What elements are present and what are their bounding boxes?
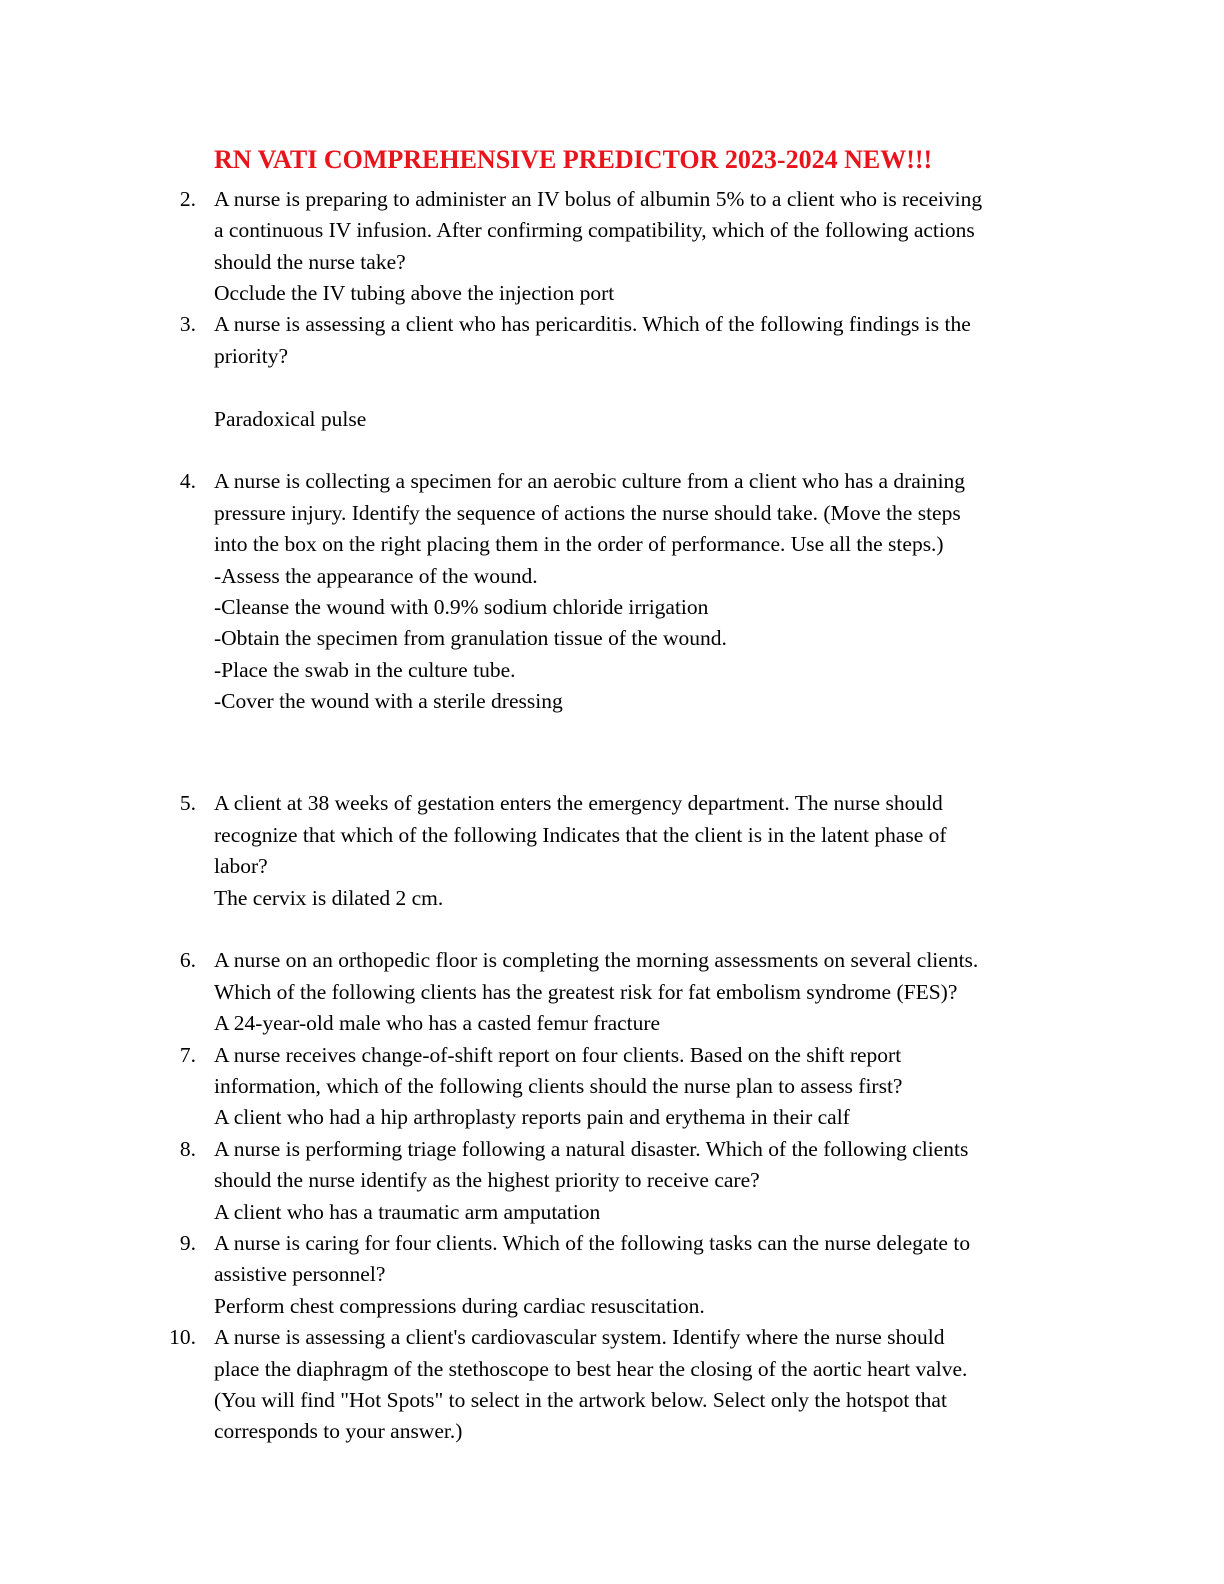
question-text-line: into the box on the right placing them in the order of performance. Use all the steps.) xyxy=(214,532,944,556)
question-text-line: place the diaphragm of the stethoscope to best hear the closing of the aortic heart valve. xyxy=(214,1357,968,1381)
answer-text: A client who has a traumatic arm amputation xyxy=(214,1200,601,1224)
question-text-line: assistive personnel? xyxy=(214,1262,386,1286)
question-number: 9. xyxy=(179,1231,196,1255)
question-text-line: A nurse is preparing to administer an IV bolus of albumin 5% to a client who is receiving xyxy=(214,187,983,211)
question-number: 8. xyxy=(179,1137,196,1161)
question-text-line: corresponds to your answer.) xyxy=(214,1419,463,1443)
question-text-line: labor? xyxy=(214,854,268,878)
answer-step: -Place the swab in the culture tube. xyxy=(214,658,516,682)
answer-text: Perform chest compressions during cardiac resuscitation. xyxy=(214,1294,705,1318)
question-text-line: A nurse is collecting a specimen for an aerobic culture from a client who has a draining xyxy=(214,469,966,493)
question-text-line: A client at 38 weeks of gestation enters the emergency department. The nurse should xyxy=(214,791,943,815)
answer-text: Paradoxical pulse xyxy=(214,407,367,431)
question-text-line: recognize that which of the following Indicates that the client is in the latent phase of xyxy=(214,823,947,847)
document-title: RN VATI COMPREHENSIVE PREDICTOR 2023-2024 NEW!!! xyxy=(214,145,933,174)
question-text-line: A nurse on an orthopedic floor is completing the morning assessments on several clients. xyxy=(214,948,979,972)
question-number: 2. xyxy=(179,187,196,211)
question-number: 10. xyxy=(169,1325,196,1349)
question-text-line: should the nurse take? xyxy=(214,250,406,274)
question-number: 5. xyxy=(179,791,196,815)
answer-text: The cervix is dilated 2 cm. xyxy=(214,886,444,910)
question-text-line: A nurse is assessing a client's cardiovascular system. Identify where the nurse should xyxy=(214,1325,945,1349)
answer-text: A 24-year-old male who has a casted femur fracture xyxy=(214,1011,661,1035)
question-text-line: pressure injury. Identify the sequence of actions the nurse should take. (Move the steps xyxy=(214,501,961,525)
question-text-line: A nurse receives change-of-shift report on four clients. Based on the shift report xyxy=(214,1043,902,1067)
question-text-line: A nurse is performing triage following a natural disaster. Which of the following clients xyxy=(214,1137,969,1161)
question-text-line: information, which of the following clients should the nurse plan to assess first? xyxy=(214,1074,903,1098)
question-text-line: a continuous IV infusion. After confirming compatibility, which of the following actions xyxy=(214,218,975,242)
answer-step: -Assess the appearance of the wound. xyxy=(214,564,538,588)
question-text-line: should the nurse identify as the highest priority to receive care? xyxy=(214,1168,760,1192)
question-text-line: A nurse is caring for four clients. Which of the following tasks can the nurse delegate to xyxy=(214,1231,971,1255)
question-text-line: priority? xyxy=(214,344,289,368)
question-number: 7. xyxy=(179,1043,196,1067)
answer-step: -Obtain the specimen from granulation tissue of the wound. xyxy=(214,626,727,650)
question-text-line: A nurse is assessing a client who has pericarditis. Which of the following findings is the xyxy=(214,312,971,336)
answer-step: -Cover the wound with a sterile dressing xyxy=(214,689,563,713)
question-number: 6. xyxy=(179,948,196,972)
answer-step: -Cleanse the wound with 0.9% sodium chloride irrigation xyxy=(214,595,709,619)
question-number: 4. xyxy=(179,469,196,493)
question-text-line: Which of the following clients has the greatest risk for fat embolism syndrome (FES)? xyxy=(214,980,958,1004)
question-number: 3. xyxy=(179,312,196,336)
answer-text: A client who had a hip arthroplasty reports pain and erythema in their calf xyxy=(214,1105,850,1129)
question-text-line: (You will find "Hot Spots" to select in the artwork below. Select only the hotspot that xyxy=(214,1388,947,1412)
answer-text: Occlude the IV tubing above the injection port xyxy=(214,281,615,305)
